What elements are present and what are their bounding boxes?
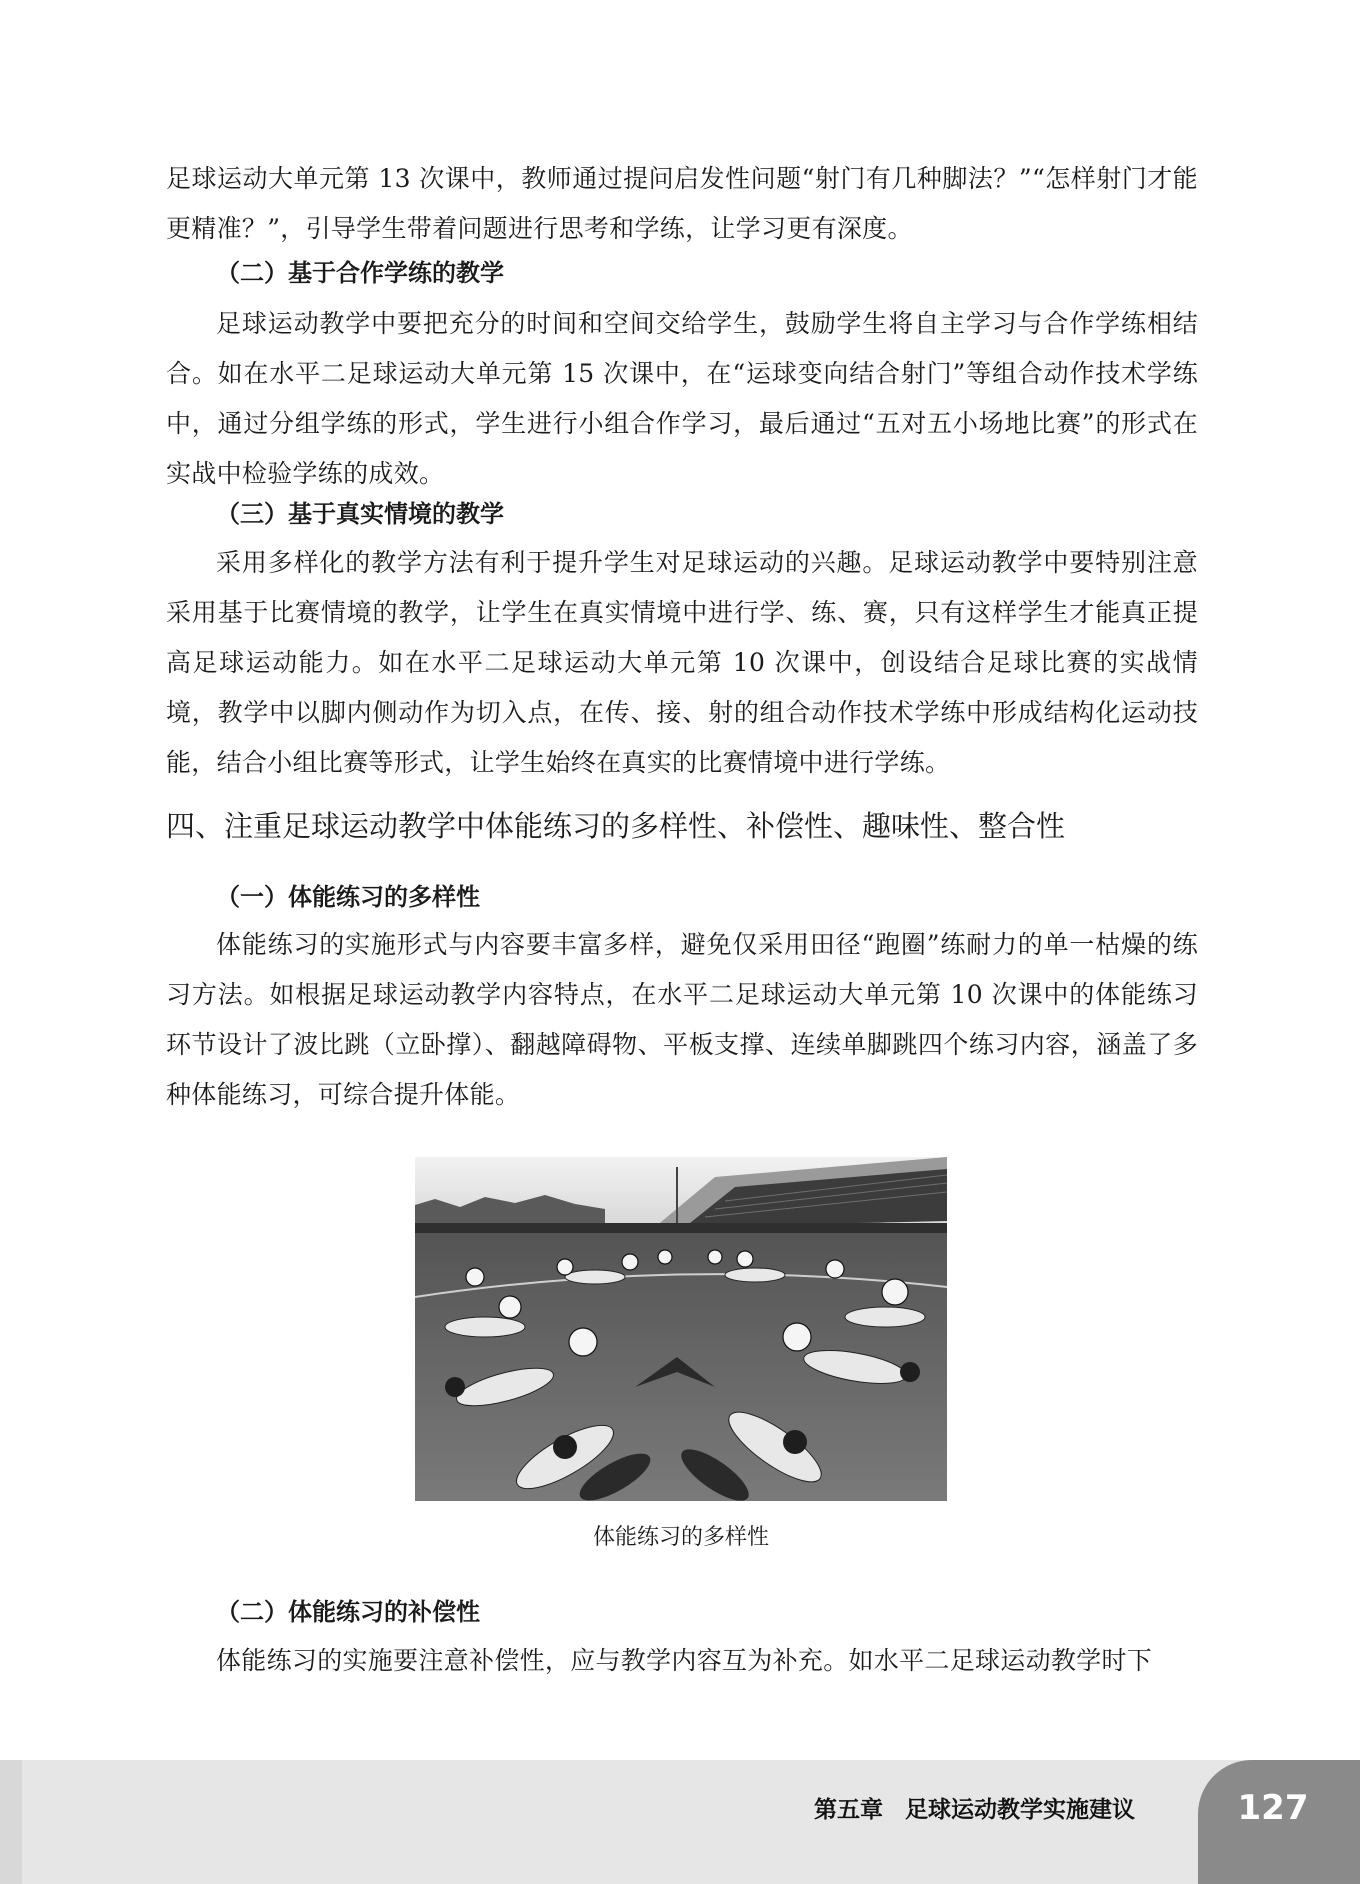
chapter-label: 第五章 [814,1797,883,1823]
chapter-title: 足球运动教学实施建议 [905,1797,1135,1823]
section-heading-fitness: 四、注重足球运动教学中体能练习的多样性、补偿性、趣味性、整合性 [166,809,1066,843]
paragraph-fitness-diversity: 体能练习的实施形式与内容要丰富多样，避免仅采用田径“跑圈”练耐力的单一枯燥的练习方法。如根据足球运动教学内容特点，在水平二足球运动大单元第 10 次课中的体能练习环节设计了波比跳（立卧撑）、翻越障碍物、平板支撑、连续单脚跳四个练习内容，涵盖了多种体能练习，可综合提升体能。 [166,930,1198,1109]
paragraph-cooperative-learning: 足球运动教学中要把充分的时间和空间交给学生，鼓励学生将自主学习与合作学练相结合。如在水平二足球运动大单元第 15 次课中，在“运球变向结合射门”等组合动作技术学练中，通过分组学练的形式，学生进行小组合作学习，最后通过“五对五小场地比赛”的形式在实战中检验学练的成效。 [166,309,1198,488]
photo-students-fitness-drill [415,1157,947,1501]
subheading-fitness-compensation: （二）体能练习的补偿性 [216,1598,480,1626]
subheading-fitness-diversity: （一）体能练习的多样性 [216,883,480,911]
running-footer-chapter [814,1790,1135,1830]
photo-caption: 体能练习的多样性 [592,1525,769,1550]
paragraph-real-situation: 采用多样化的教学方法有利于提升学生对足球运动的兴趣。足球运动教学中要特别注意采用基于比赛情境的教学，让学生在真实情境中进行学、练、赛，只有这样学生才能真正提高足球运动能力。如在水平二足球运动大单元第 10 次课中，创设结合足球比赛的实战情境，教学中以脚内侧动作为切入点，在传、接、射的组合动作技术学练中形成结构化运动技能，结合小组比赛等形式，让学生始终在真实的比赛情境中进行学练。 [166,548,1198,777]
footer-band [0,1760,1360,1884]
subheading-real-situation: （三）基于真实情境的教学 [216,500,504,528]
footer-edge [0,1760,22,1884]
subheading-cooperative-learning: （二）基于合作学练的教学 [216,259,504,287]
page-number: 127 [1237,1788,1309,1828]
paragraph-intro-continuation: 足球运动大单元第 13 次课中，教师通过提问启发性问题“射门有几种脚法？”“怎样射门才能更精准？”，引导学生带着问题进行思考和学练，让学习更有深度。 [166,164,1198,243]
paragraph-fitness-compensation: 体能练习的实施要注意补偿性，应与教学内容互为补充。如水平二足球运动教学时下 [216,1646,1153,1675]
